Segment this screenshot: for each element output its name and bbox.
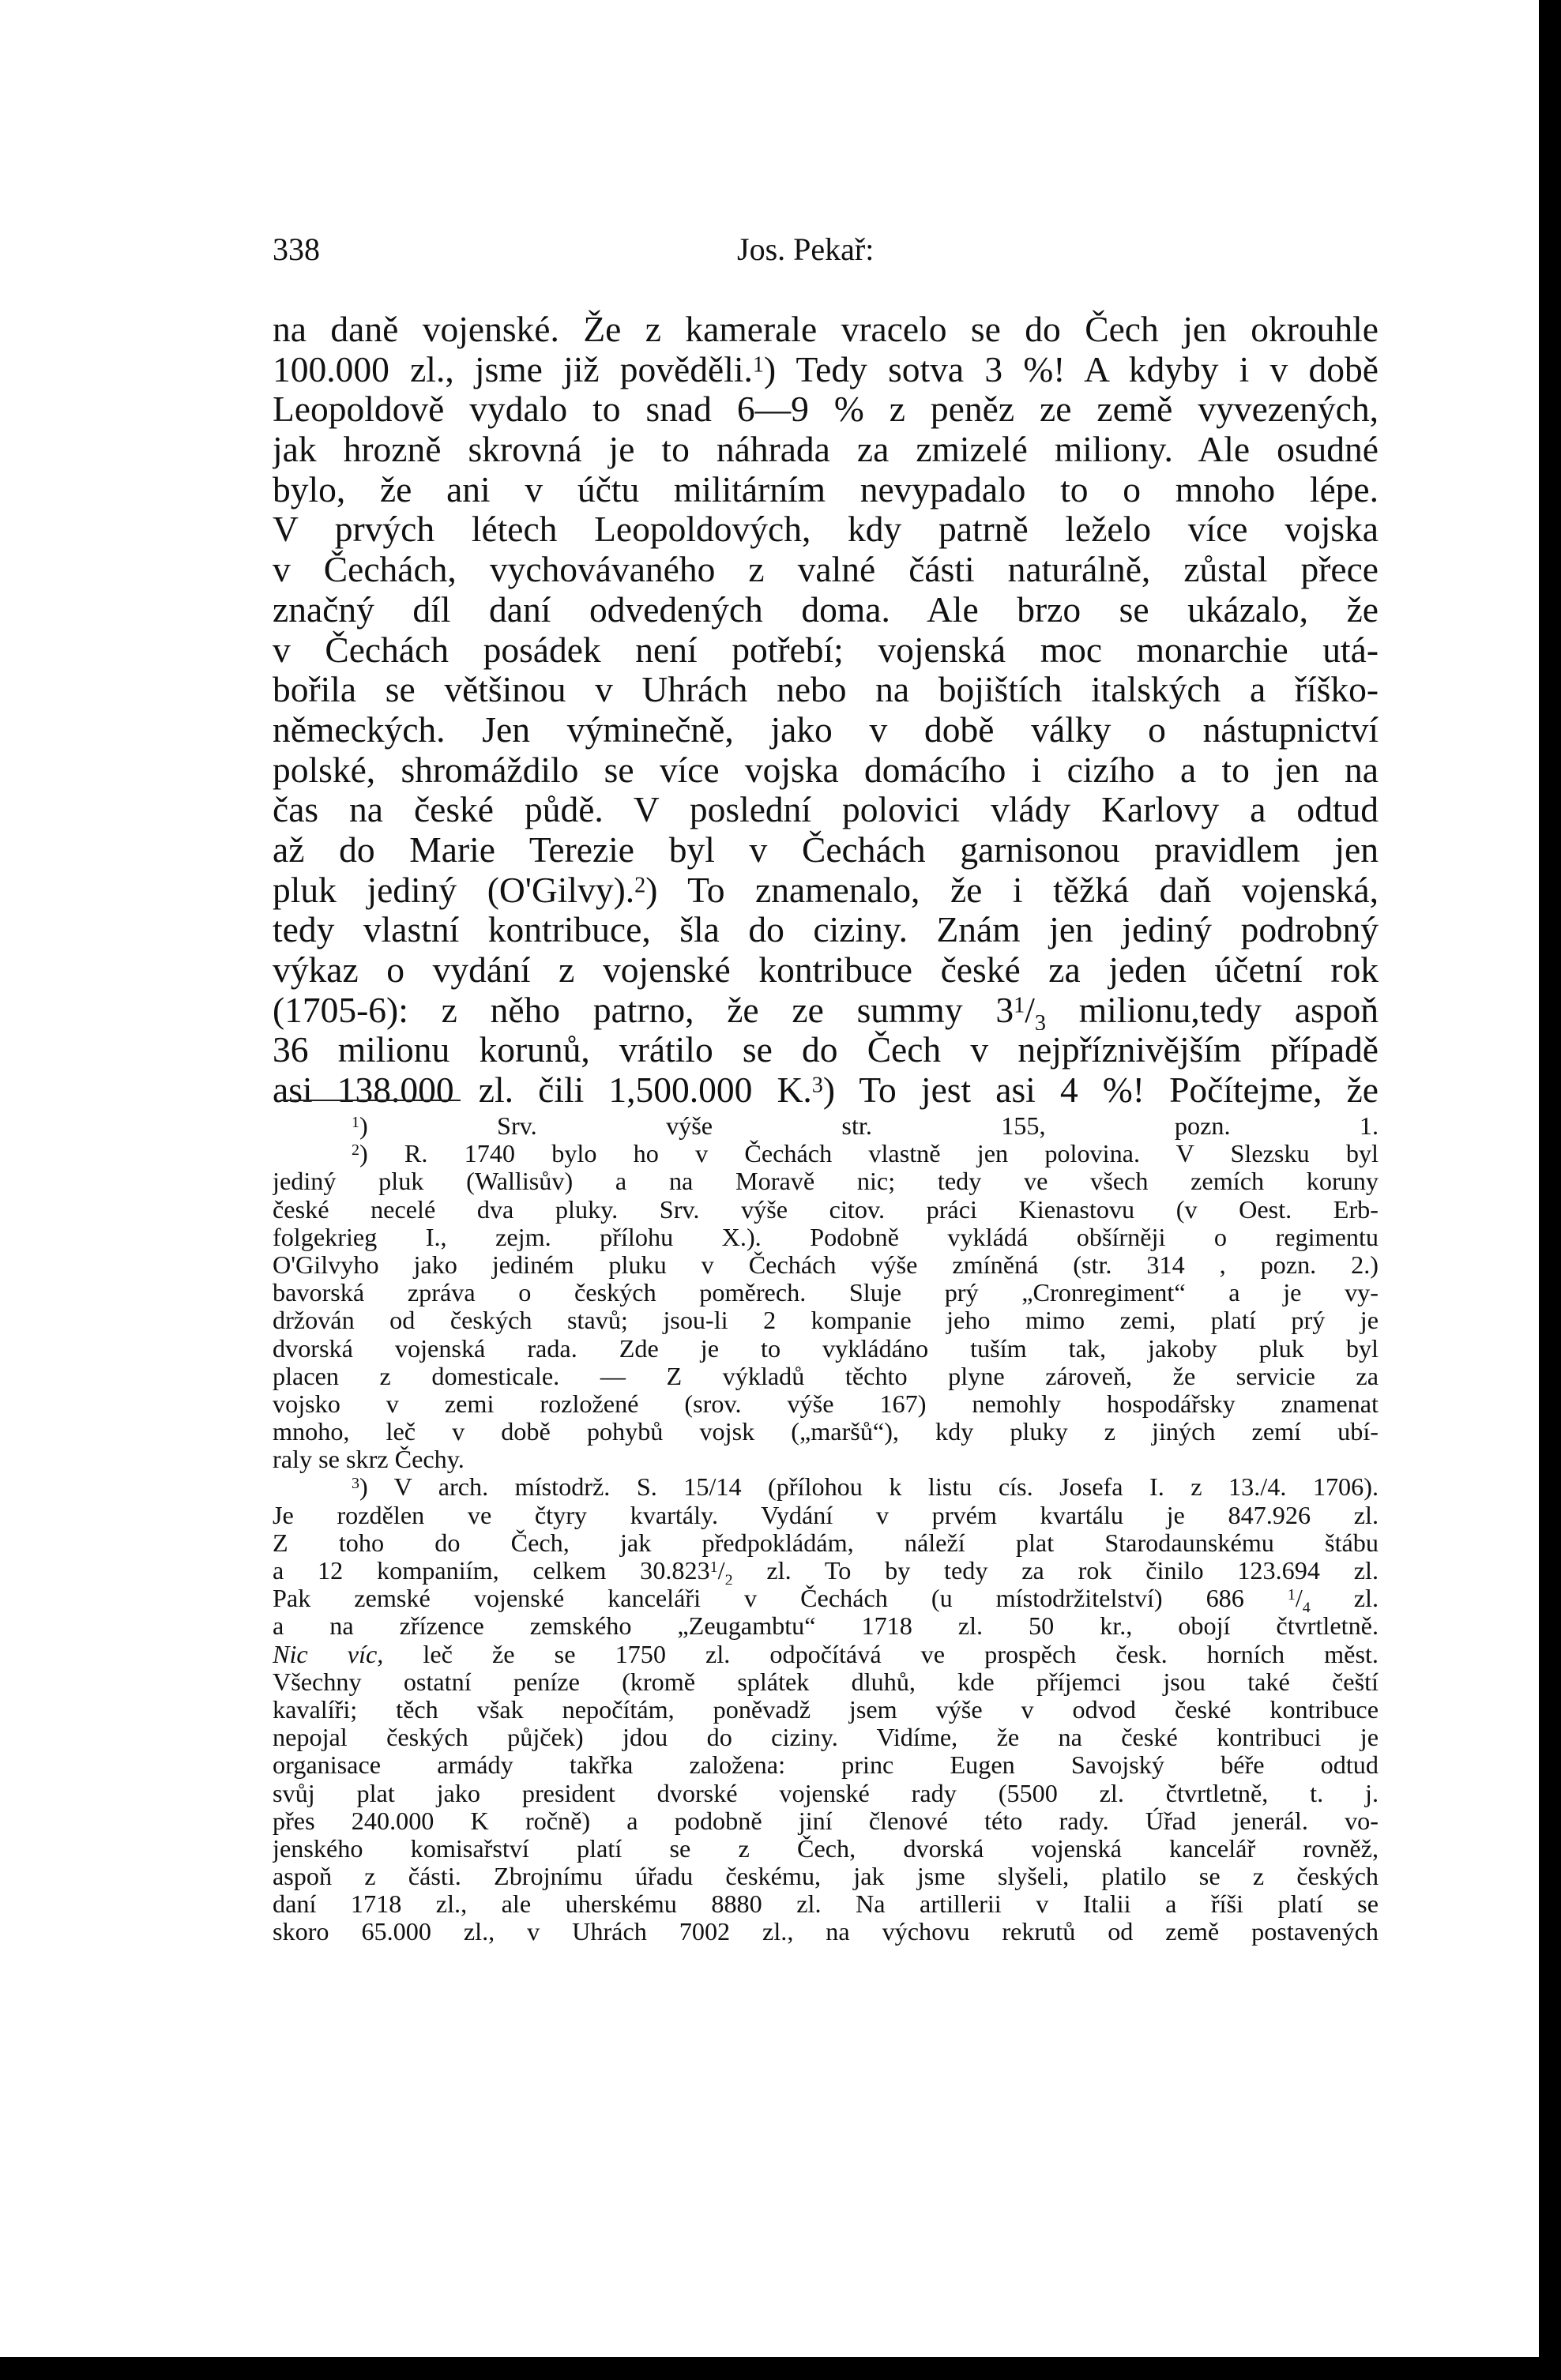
footnote-line: daní 1718 zl., ale uherskému 8880 zl. Na artillerii v Italii a říši platí se xyxy=(273,1890,1379,1919)
footnote-line: jediný pluk (Wallisův) a na Moravě nic; tedy ve všech zemích koruny xyxy=(273,1167,1379,1196)
footnotes xyxy=(273,1112,1379,1946)
footnote-line: svůj plat jako president dvorské vojenské rady (5500 zl. čtvrtletně, t. j. xyxy=(273,1779,1379,1807)
footnote-line: Z toho do Čech, jak předpokládám, náleží plat Starodaunskému štábu xyxy=(273,1528,1379,1557)
footnote-line: Je rozdělen ve čtyry kvartály. Vydání v prvém kvartálu je 847.926 zl. xyxy=(273,1501,1379,1529)
body-text xyxy=(273,310,1379,1111)
footnote-line: držován od českých stavů; jsou-li 2 kompanie jeho mimo zemi, platí prý je xyxy=(273,1307,1379,1335)
footnote-line: $^3$) V arch. místodrž. S. 15/14 (přílohou k listu cís. Josefa I. z 13./4. 1706). xyxy=(352,1473,1379,1502)
body-line: v Čechách, vychovávaného z valné části naturálně, zůstal přece xyxy=(273,550,1379,590)
footnote-line: Nic víc, leč že se 1750 zl. odpočítává ve prospěch česk. horních měst. xyxy=(273,1640,1379,1668)
body-line: značný díl daní odvedených doma. Ale brzo se ukázalo, že xyxy=(273,589,1379,630)
page-number: 338 xyxy=(273,231,320,267)
footnote-line: $^1$) Srv. výše str. 155, pozn. 1. xyxy=(352,1112,1379,1140)
body-line: bořila se většinou v Uhrách nebo na bojištích italských a říško- xyxy=(273,670,1379,710)
footnote-line: aspoň z části. Zbrojnímu úřadu českému, jak jsme slyšeli, platilo se z českých xyxy=(273,1863,1379,1891)
footnote-line: folgekrieg I., zejm. přílohu X.). Podobně vykládá obšírněji o regimentu xyxy=(273,1223,1379,1251)
footnote-line: kavalíři; těch však nepočítám, poněvadž jsem výše v odvod české kontribuce xyxy=(273,1695,1379,1724)
footnote-rule xyxy=(280,1100,461,1101)
footnote-line: a na zřízence zemského „Zeugambtu“ 1718 zl. 50 kr., obojí čtvrtletně. xyxy=(273,1612,1379,1641)
footnote-line: bavorská zpráva o českých poměrech. Sluje prý „Cronregiment“ a je vy- xyxy=(273,1279,1379,1307)
body-line: tedy vlastní kontribuce, šla do ciziny. Znám jen jediný podrobný xyxy=(273,910,1379,950)
footnote-line: Pak zemské vojenské kanceláři v Čechách (u místodržitelství) 686 $^1/_4$ zl. xyxy=(273,1585,1379,1613)
footnote-line: české necelé dva pluky. Srv. výše citov. práci Kienastovu (v Oest. Erb- xyxy=(273,1195,1379,1224)
body-line: až do Marie Terezie byl v Čechách garnisonou pravidlem jen xyxy=(273,829,1379,870)
body-line: bylo, že ani v účtu militárním nevypadalo to o mnoho lépe. xyxy=(273,469,1379,509)
body-line: německých. Jen výminečně, jako v době války o nástupnictví xyxy=(273,709,1379,750)
body-line: 36 milionu korunů, vrátilo se do Čech v nejpříznivějším případě xyxy=(273,1030,1379,1070)
footnote-line: a 12 kompaniím, celkem $30.823^1/_2$ zl. To by tedy za rok činilo 123.694 zl. xyxy=(273,1557,1379,1585)
footnote-line: $^2$) R. 1740 bylo ho v Čechách vlastně jen polovina. V Slezsku byl xyxy=(352,1140,1379,1168)
body-line: na daně vojenské. Že z kamerale vracelo se do Čech jen okrouhle xyxy=(273,310,1379,349)
footnote-line: vojsko v zemi rozložené (srov. výše 167) nemohly hospodářsky znamenat xyxy=(273,1389,1379,1418)
running-title: Jos. Pekař: xyxy=(737,231,875,267)
body-line: jak hrozně skrovná je to náhrada za zmizelé miliony. Ale osudné xyxy=(273,430,1379,470)
body-line: asi 138.000 zl. čili 1,500.000 K.$^3$) To jest asi 4 %! Počítejme, že xyxy=(273,1070,1379,1111)
footnote-line: raly se skrz Čechy. xyxy=(273,1446,465,1474)
body-line: pluk jediný (O'Gilvy).$^2$) To znamenalo, že i těžká daň vojenská, xyxy=(273,870,1379,910)
footnote-line: mnoho, leč v době pohybů vojsk („maršů“), kdy pluky z jiných zemí ubí- xyxy=(273,1418,1379,1446)
body-line: (1705-6): z něho patrno, že ze summy $3^1/_3$ milionu,tedy aspoň xyxy=(273,990,1379,1031)
body-line: V prvých létech Leopoldových, kdy patrně leželo více vojska xyxy=(273,509,1379,550)
footnote-line: nepojal českých půjček) jdou do ciziny. Vidíme, že na české kontribuci je xyxy=(273,1724,1379,1752)
footnote-line: dvorská vojenská rada. Zde je to vykládáno tuším tak, jakoby pluk byl xyxy=(273,1334,1379,1363)
footnote-line: přes 240.000 K ročně) a podobně jiní členové této rady. Úřad jenerál. vo- xyxy=(273,1807,1379,1835)
body-line: polské, shromáždilo se více vojska domácího i cizího a to jen na xyxy=(273,750,1379,790)
body-line: Leopoldově vydalo to snad 6—9 % z peněz ze země vyvezených, xyxy=(273,389,1379,430)
page-header xyxy=(273,231,1379,278)
body-line: v Čechách posádek není potřebí; vojenská moc monarchie utá- xyxy=(273,630,1379,670)
footnote-line: jenského komisařství platí se z Čech, dvorská vojenská kancelář rovněž, xyxy=(273,1834,1379,1863)
footnote-line: organisace armády takřka založena: princ Eugen Savojský béře odtud xyxy=(273,1751,1379,1780)
footnote-line: Všechny ostatní peníze (kromě splátek dluhů, kde příjemci jsou také čeští xyxy=(273,1668,1379,1696)
body-line: výkaz o vydání z vojenské kontribuce české za jeden účetní rok xyxy=(273,950,1379,990)
footnote-line: O'Gilvyho jako jediném pluku v Čechách výše zmíněná (str. 314 , pozn. 2.) xyxy=(273,1250,1379,1279)
body-line: 100.000 zl., jsme již pověděli.$^1$) Tedy sotva 3 %! A kdyby i v době xyxy=(273,349,1379,389)
body-line: čas na české půdě. V poslední polovici vlády Karlovy a odtud xyxy=(273,790,1379,830)
footnote-line: skoro 65.000 zl., v Uhrách 7002 zl., na výchovu rekrutů od země postavených xyxy=(273,1918,1379,1946)
footnote-line: placen z domesticale. — Z výkladů těchto plyne zároveň, že servicie za xyxy=(273,1362,1379,1390)
